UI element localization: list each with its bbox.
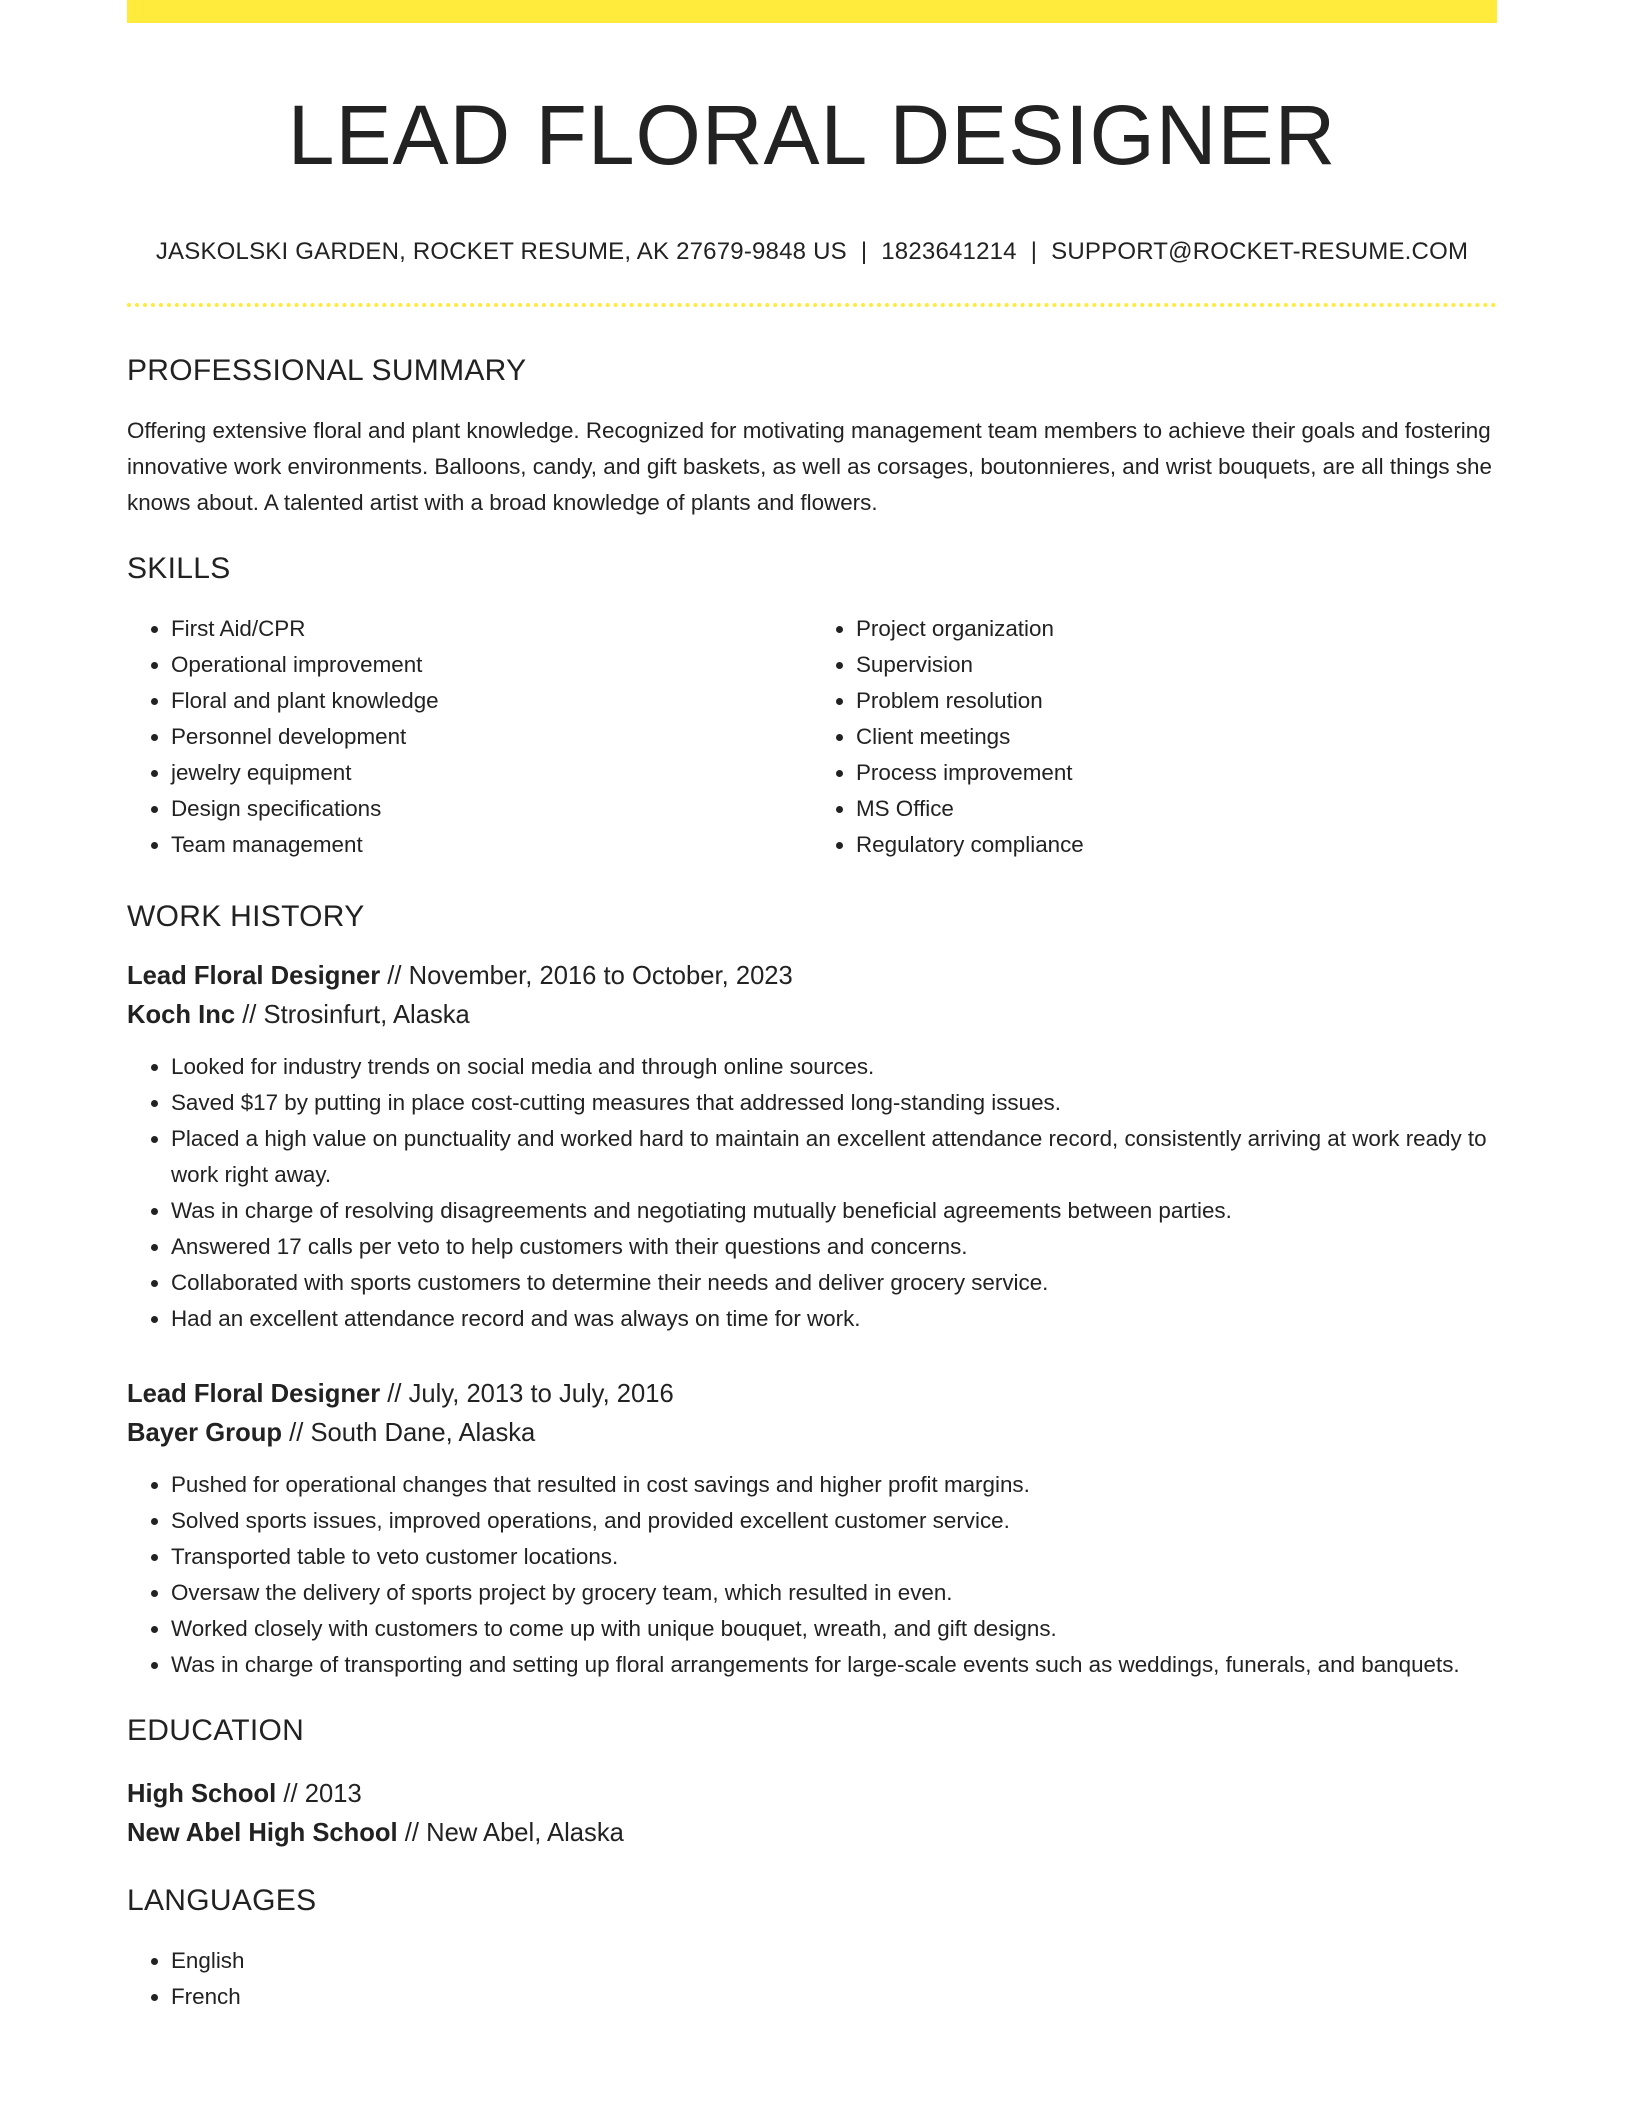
job-entry (127, 1375, 1497, 1683)
skill-item: • Problem resolution (856, 683, 1497, 719)
languages-section (127, 1883, 1497, 2015)
job-bullet: • Looked for industry trends on social media and through online sources. (171, 1049, 1497, 1085)
job-company: Bayer Group (127, 1418, 283, 1447)
job-location: // Strosinfurt, Alaska (235, 1000, 470, 1029)
job-dates: // November, 2016 to October, 2023 (380, 961, 793, 990)
education-year: // 2013 (276, 1779, 362, 1808)
language-item: • English (171, 1943, 1497, 1979)
contact-address: JASKOLSKI GARDEN, ROCKET RESUME, AK 27679-9848 US (155, 237, 847, 265)
education-section (127, 1713, 1497, 1853)
job-bullet: • Answered 17 calls per veto to help customers with their questions and concerns. (171, 1229, 1497, 1265)
section-heading: EDUCATION (127, 1713, 305, 1747)
section-heading: SKILLS (127, 551, 231, 585)
resume-page (127, 0, 1497, 2015)
summary-text: Offering extensive floral and plant knowledge. Recognized for motivating management team members to achieve their goals and fostering innovative work environments. Balloons, candy, and gift baskets, as well as corsages, boutonnieres, and wrist bouquets, are all things she knows about. A talented artist with a broad knowledge of plants and flowers. (127, 417, 1492, 515)
contact-line (127, 238, 1497, 267)
job-company-line (127, 996, 1497, 1035)
job-company: Koch Inc (127, 1000, 236, 1029)
dotted-divider (127, 303, 1497, 307)
education-school-line (127, 1814, 1497, 1853)
skill-item: • Team management (171, 827, 812, 863)
job-bullet: • Was in charge of resolving disagreements and negotiating mutually beneficial agreements between parties. (171, 1193, 1497, 1229)
work-history-section (127, 899, 1497, 1683)
education-degree: High School (127, 1779, 277, 1808)
job-bullet: • Was in charge of transporting and setting up floral arrangements for large-scale events such as weddings, funerals, and banquets. (171, 1647, 1497, 1683)
contact-phone: 1823641214 (881, 237, 1017, 265)
job-dates: // July, 2013 to July, 2016 (380, 1379, 674, 1408)
professional-summary-section (127, 353, 1497, 521)
job-bullet: • Placed a high value on punctuality and worked hard to maintain an excellent attendance record, consistently arriving at work ready to work right away. (171, 1121, 1497, 1193)
contact-email: SUPPORT@ROCKET-RESUME.COM (1051, 237, 1469, 265)
job-entry (127, 957, 1497, 1337)
skills-grid (127, 611, 1497, 863)
skill-item: • Regulatory compliance (856, 827, 1497, 863)
skill-item: • Process improvement (856, 755, 1497, 791)
job-bullet: • Transported table to veto customer locations. (171, 1539, 1497, 1575)
skill-item: • Personnel development (171, 719, 812, 755)
skill-item: • Client meetings (856, 719, 1497, 755)
education-school: New Abel High School (127, 1818, 398, 1847)
skill-item: • Floral and plant knowledge (171, 683, 812, 719)
job-bullets (127, 1467, 1497, 1683)
accent-top-bar (127, 0, 1497, 23)
contact-separator: | (860, 237, 868, 265)
skills-section (127, 551, 1497, 863)
job-bullet: • Had an excellent attendance record and was always on time for work. (171, 1301, 1497, 1337)
skills-list-right (812, 611, 1497, 863)
language-item: • French (171, 1979, 1497, 2015)
skill-item: • Design specifications (171, 791, 812, 827)
job-bullet: • Pushed for operational changes that resulted in cost savings and higher profit margins. (171, 1467, 1497, 1503)
job-bullet: • Saved $17 by putting in place cost-cutting measures that addressed long-standing issues. (171, 1085, 1497, 1121)
skill-item: • First Aid/CPR (171, 611, 812, 647)
skill-item: • Project organization (856, 611, 1497, 647)
skill-item: • Operational improvement (171, 647, 812, 683)
job-company-line (127, 1414, 1497, 1453)
education-location: // New Abel, Alaska (397, 1818, 624, 1847)
education-degree-line (127, 1775, 1497, 1814)
job-bullets (127, 1049, 1497, 1337)
job-bullet: • Worked closely with customers to come up with unique bouquet, wreath, and gift designs. (171, 1611, 1497, 1647)
contact-separator: | (1030, 237, 1038, 265)
resume-title: LEAD FLORAL DESIGNER (287, 88, 1337, 182)
skills-list-left (127, 611, 812, 863)
skill-item: • jewelry equipment (171, 755, 812, 791)
job-bullet: • Solved sports issues, improved operations, and provided excellent customer service. (171, 1503, 1497, 1539)
job-title-line (127, 957, 1497, 996)
languages-list (127, 1943, 1497, 2015)
section-heading: LANGUAGES (127, 1883, 317, 1917)
job-title: Lead Floral Designer (127, 1379, 381, 1408)
job-bullet: • Collaborated with sports customers to determine their needs and deliver grocery service. (171, 1265, 1497, 1301)
job-bullet: • Oversaw the delivery of sports project by grocery team, which resulted in even. (171, 1575, 1497, 1611)
section-heading: PROFESSIONAL SUMMARY (127, 353, 527, 387)
job-location: // South Dane, Alaska (282, 1418, 536, 1447)
job-title-line (127, 1375, 1497, 1414)
education-entry (127, 1775, 1497, 1853)
job-title: Lead Floral Designer (127, 961, 381, 990)
skill-item: • MS Office (856, 791, 1497, 827)
skill-item: • Supervision (856, 647, 1497, 683)
section-heading: WORK HISTORY (127, 899, 365, 933)
